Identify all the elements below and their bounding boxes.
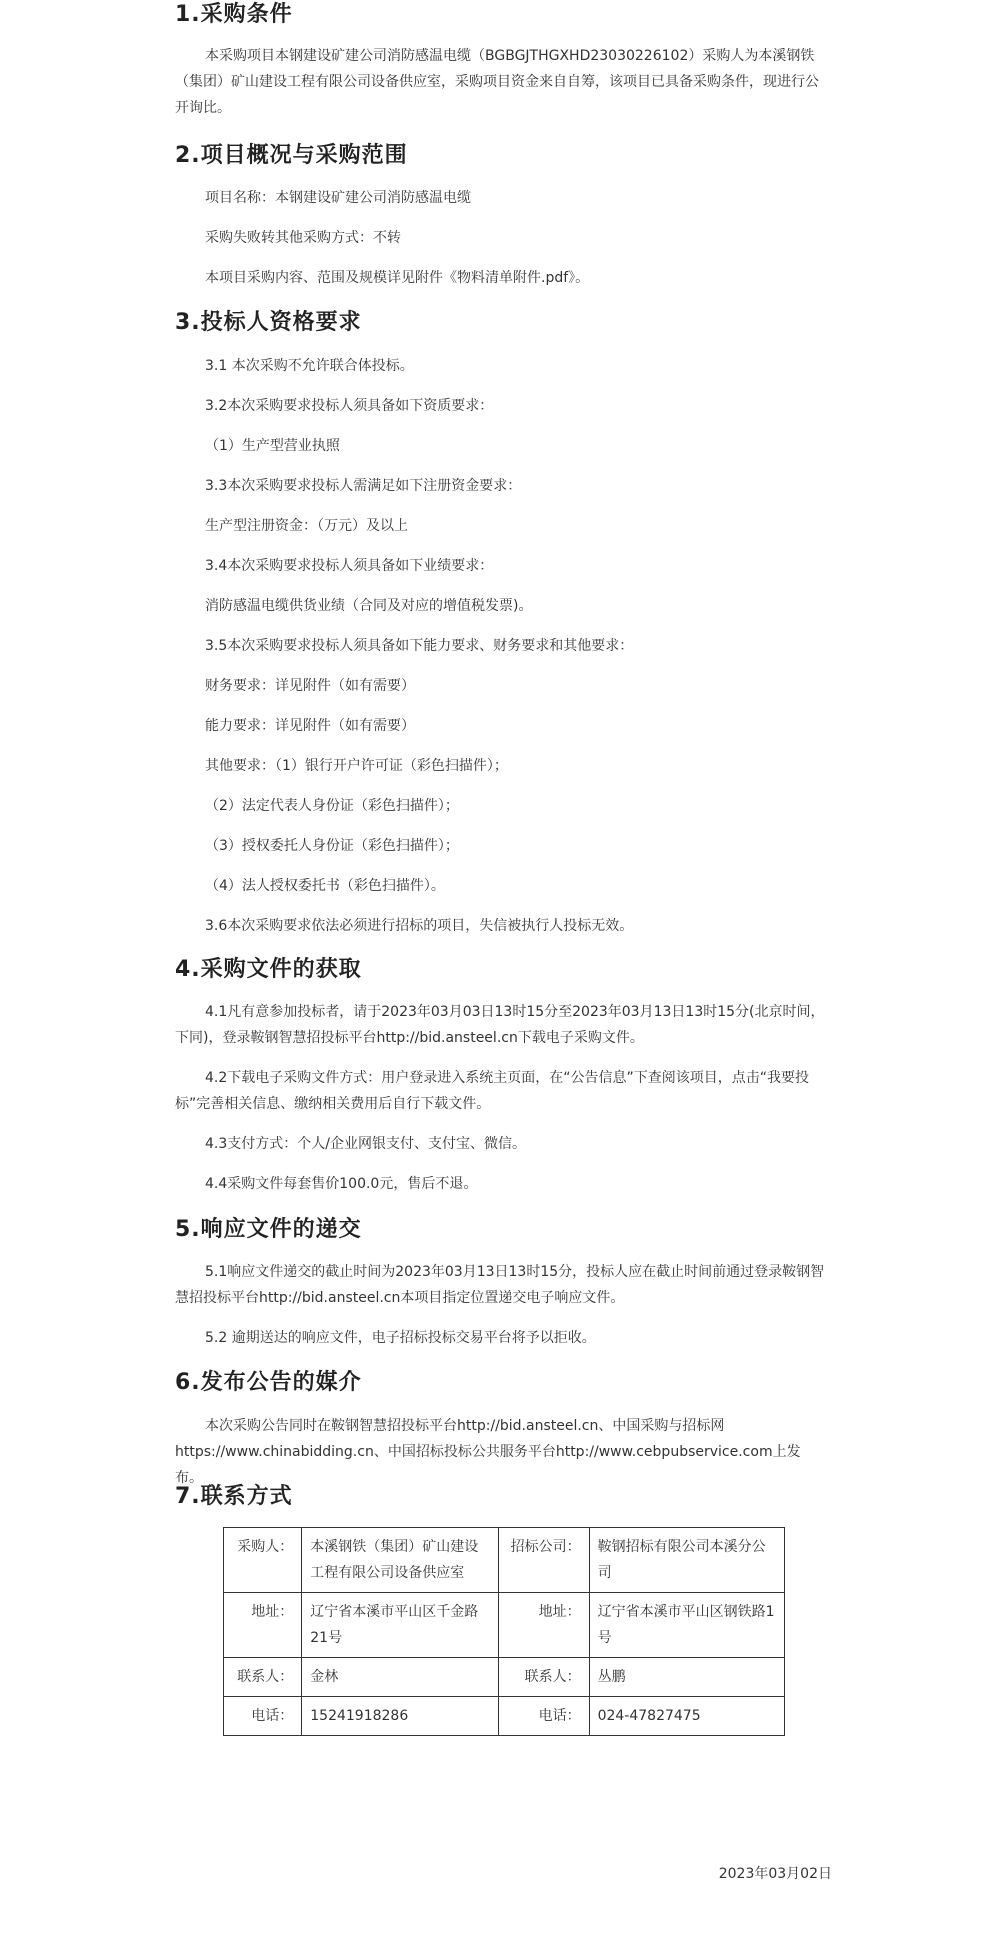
paragraph: 消防感温电缆供货业绩（合同及对应的增值税发票)。: [205, 598, 533, 614]
table-cell-value: 024-47827475: [589, 1697, 784, 1736]
section-1-title: 1.采购条件: [175, 2, 293, 27]
paragraph: 本采购项目本钢建设矿建公司消防感温电缆（BGBGJTHGXHD23030226102）采购人为本溪钢铁（集团）矿山建设工程有限公司设备供应室，采购项目资金来自自筹，该项目已具备采购条件，现进行公开询比。: [175, 48, 819, 116]
table-cell-label: 电话：: [224, 1697, 302, 1736]
table-cell-value: 15241918286: [302, 1697, 499, 1736]
paragraph: 能力要求：详见附件（如有需要）: [205, 718, 415, 734]
contact-table: [223, 1527, 785, 1736]
table-cell-label: 采购人：: [224, 1528, 302, 1593]
paragraph: 3.2本次采购要求投标人须具备如下资质要求：: [205, 398, 494, 414]
section-1-body: [175, 43, 825, 121]
table-row: [224, 1593, 785, 1658]
paragraph: 4.3支付方式：个人/企业网银支付、支付宝、微信。: [205, 1136, 526, 1152]
paragraph: 财务要求：详见附件（如有需要）: [205, 678, 415, 694]
paragraph: 3.1 本次采购不允许联合体投标。: [205, 358, 414, 374]
section-5-title: 5.响应文件的递交: [175, 1217, 362, 1242]
table-cell-label: 地址：: [224, 1593, 302, 1658]
paragraph: 5.2 逾期送达的响应文件，电子招标投标交易平台将予以拒收。: [205, 1330, 596, 1346]
paragraph: 4.1凡有意参加投标者，请于2023年03月03日13时15分至2023年03月13日13时15分(北京时间，下同)，登录鞍钢智慧招投标平台http://bid.ansteel.cn下载电子采购文件。: [175, 1004, 825, 1046]
paragraph: 本次采购公告同时在鞍钢智慧招投标平台http://bid.ansteel.cn、中国采购与招标网https://www.chinabidding.cn、中国招标投标公共服务平台http://www.cebpubservice.com上发布。: [175, 1418, 801, 1486]
table-cell-value: 丛鹏: [589, 1658, 784, 1697]
section-3-title: 3.投标人资格要求: [175, 310, 362, 335]
section-2-title: 2.项目概况与采购范围: [175, 143, 408, 168]
section-4-title: 4.采购文件的获取: [175, 957, 362, 982]
paragraph: 3.4本次采购要求投标人须具备如下业绩要求：: [205, 558, 494, 574]
table-row: [224, 1528, 785, 1593]
table-cell-value: 鞍钢招标有限公司本溪分公司: [589, 1528, 784, 1593]
table-cell-label: 地址：: [498, 1593, 589, 1658]
publish-date: 2023年03月02日: [718, 1866, 832, 1882]
table-row: [224, 1697, 785, 1736]
table-cell-label: 电话：: [498, 1697, 589, 1736]
paragraph: 本项目采购内容、范围及规模详见附件《物料清单附件.pdf》。: [205, 270, 590, 286]
section-6-title: 6.发布公告的媒介: [175, 1370, 362, 1395]
paragraph: （4）法人授权委托书（彩色扫描件）。: [205, 878, 445, 894]
paragraph: 4.2下载电子采购文件方式：用户登录进入系统主页面，在“公告信息”下查阅该项目，点击“我要投标”完善相关信息、缴纳相关费用后自行下载文件。: [175, 1070, 810, 1112]
table-cell-value: 金林: [302, 1658, 499, 1697]
section-7-title: 7.联系方式: [175, 1484, 293, 1509]
table-cell-value: 辽宁省本溪市平山区钢铁路1号: [589, 1593, 784, 1658]
paragraph: 3.3本次采购要求投标人需满足如下注册资金要求：: [205, 478, 522, 494]
table-cell-label: 联系人：: [498, 1658, 589, 1697]
table-cell-label: 招标公司：: [498, 1528, 589, 1593]
paragraph: （3）授权委托人身份证（彩色扫描件）；: [205, 838, 459, 854]
table-cell-value: 辽宁省本溪市平山区千金路21号: [302, 1593, 499, 1658]
paragraph: 项目名称：本钢建设矿建公司消防感温电缆: [205, 190, 471, 206]
paragraph: 4.4采购文件每套售价100.0元，售后不退。: [205, 1176, 478, 1192]
paragraph: 其他要求：（1）银行开户许可证（彩色扫描件）；: [205, 758, 508, 774]
table-cell-label: 联系人：: [224, 1658, 302, 1697]
paragraph: （2）法定代表人身份证（彩色扫描件）；: [205, 798, 459, 814]
table-cell-value: 本溪钢铁（集团）矿山建设工程有限公司设备供应室: [302, 1528, 499, 1593]
paragraph: 3.6本次采购要求依法必须进行招标的项目，失信被执行人投标无效。: [205, 918, 634, 934]
table-row: [224, 1658, 785, 1697]
paragraph: 5.1响应文件递交的截止时间为2023年03月13日13时15分，投标人应在截止时间前通过登录鞍钢智慧招投标平台http://bid.ansteel.cn本项目指定位置递交电子响应文件。: [175, 1264, 825, 1306]
paragraph: 采购失败转其他采购方式：不转: [205, 230, 401, 246]
paragraph: （1）生产型营业执照: [205, 438, 340, 454]
paragraph: 生产型注册资金：（万元）及以上: [205, 518, 408, 534]
paragraph: 3.5本次采购要求投标人须具备如下能力要求、财务要求和其他要求：: [205, 638, 634, 654]
